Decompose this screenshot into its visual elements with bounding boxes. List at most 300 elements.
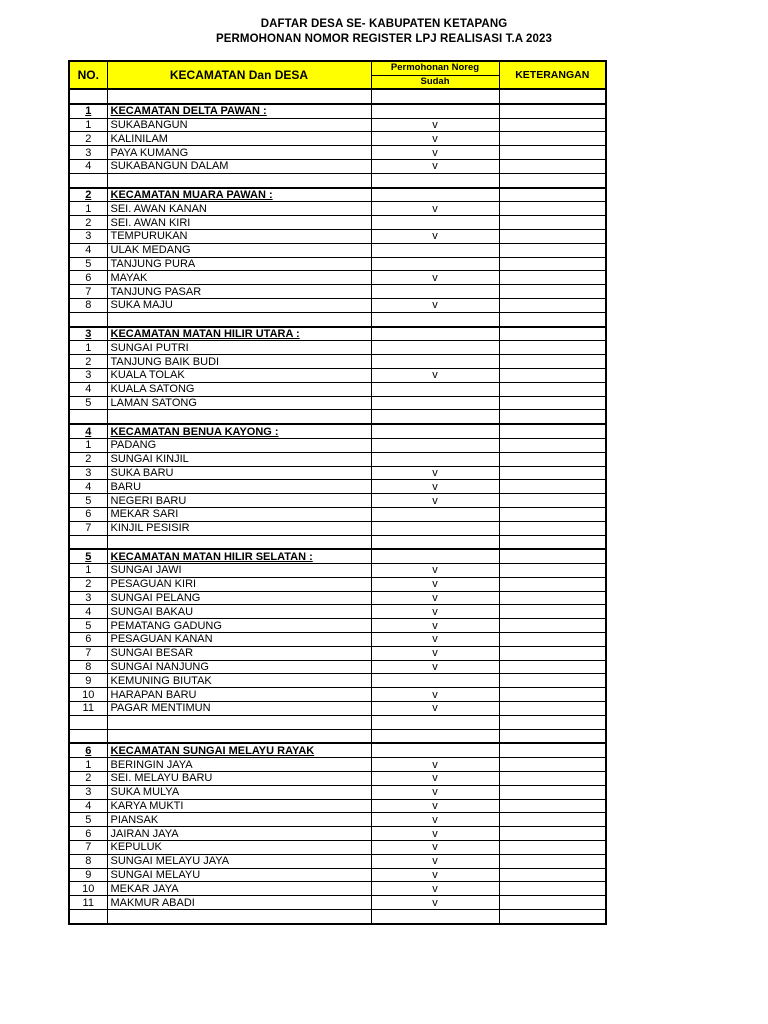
desa-name: SUNGAI BAKAU	[107, 605, 371, 619]
sudah-check-mark: v	[371, 605, 499, 619]
sudah-check-mark	[371, 243, 499, 257]
sudah-check-mark	[371, 452, 499, 466]
empty-cell	[499, 715, 606, 729]
sudah-check-mark: v	[371, 688, 499, 702]
desa-row	[69, 646, 606, 660]
desa-name: PEMATANG GADUNG	[107, 619, 371, 633]
desa-row	[69, 605, 606, 619]
sudah-check-mark: v	[371, 494, 499, 508]
sudah-check-mark: v	[371, 813, 499, 827]
desa-number: 2	[69, 577, 107, 591]
desa-name: ULAK MEDANG	[107, 243, 371, 257]
desa-number: 8	[69, 854, 107, 868]
desa-name: JAIRAN JAYA	[107, 827, 371, 841]
desa-number: 2	[69, 355, 107, 369]
keterangan-cell	[499, 438, 606, 452]
desa-name: TANJUNG PURA	[107, 257, 371, 271]
desa-number: 1	[69, 341, 107, 355]
desa-name: KALINILAM	[107, 132, 371, 146]
desa-number: 1	[69, 758, 107, 772]
desa-number: 1	[69, 202, 107, 216]
sudah-check-mark: v	[371, 591, 499, 605]
sudah-check-mark: v	[371, 202, 499, 216]
keterangan-cell	[499, 466, 606, 480]
sudah-check-mark	[371, 382, 499, 396]
keterangan-cell	[499, 396, 606, 410]
keterangan-cell	[499, 646, 606, 660]
keterangan-cell	[499, 382, 606, 396]
desa-number: 2	[69, 132, 107, 146]
desa-name: KUALA SATONG	[107, 382, 371, 396]
keterangan-cell	[499, 605, 606, 619]
desa-number: 2	[69, 452, 107, 466]
sudah-check-mark: v	[371, 271, 499, 285]
desa-name: KINJIL PESISIR	[107, 521, 371, 535]
keterangan-cell	[499, 104, 606, 118]
desa-number: 6	[69, 633, 107, 647]
desa-row	[69, 758, 606, 772]
kecamatan-name: KECAMATAN DELTA PAWAN :	[107, 104, 371, 118]
desa-number: 5	[69, 396, 107, 410]
desa-number: 2	[69, 772, 107, 786]
desa-row	[69, 257, 606, 271]
desa-name: SUKABANGUN	[107, 118, 371, 132]
desa-name: SUKA MAJU	[107, 298, 371, 312]
desa-number: 4	[69, 480, 107, 494]
desa-number: 3	[69, 146, 107, 160]
desa-number: 7	[69, 841, 107, 855]
desa-number: 3	[69, 466, 107, 480]
keterangan-cell	[499, 772, 606, 786]
desa-number: 7	[69, 646, 107, 660]
blank-row	[69, 910, 606, 924]
sudah-check-mark: v	[371, 868, 499, 882]
desa-number: 10	[69, 882, 107, 896]
sudah-check-mark	[371, 341, 499, 355]
keterangan-cell	[499, 785, 606, 799]
keterangan-cell	[499, 633, 606, 647]
empty-cell	[107, 715, 371, 729]
desa-name: MEKAR JAYA	[107, 882, 371, 896]
desa-row	[69, 355, 606, 369]
keterangan-cell	[499, 896, 606, 910]
empty-cell	[371, 729, 499, 743]
kecamatan-number: 5	[69, 549, 107, 563]
desa-number: 4	[69, 799, 107, 813]
desa-name: MAYAK	[107, 271, 371, 285]
desa-number: 11	[69, 702, 107, 716]
desa-name: PESAGUAN KIRI	[107, 577, 371, 591]
keterangan-cell	[499, 202, 606, 216]
keterangan-cell	[499, 549, 606, 563]
keterangan-cell	[499, 118, 606, 132]
sudah-check-mark	[371, 396, 499, 410]
desa-row	[69, 382, 606, 396]
empty-cell	[107, 535, 371, 549]
empty-cell	[107, 312, 371, 326]
keterangan-cell	[499, 674, 606, 688]
kecamatan-number: 6	[69, 743, 107, 757]
desa-row	[69, 216, 606, 230]
sudah-check-mark: v	[371, 758, 499, 772]
keterangan-cell	[499, 327, 606, 341]
sudah-check-mark	[371, 216, 499, 230]
desa-row	[69, 285, 606, 299]
village-table-container	[68, 60, 605, 925]
sudah-check-mark: v	[371, 298, 499, 312]
sudah-check-mark: v	[371, 646, 499, 660]
desa-number: 3	[69, 785, 107, 799]
empty-cell	[107, 410, 371, 424]
sudah-cell	[371, 327, 499, 341]
desa-row	[69, 341, 606, 355]
empty-cell	[107, 910, 371, 924]
desa-name: LAMAN SATONG	[107, 396, 371, 410]
sudah-check-mark: v	[371, 132, 499, 146]
desa-row	[69, 452, 606, 466]
keterangan-cell	[499, 159, 606, 173]
kecamatan-row	[69, 743, 606, 757]
desa-name: SUNGAI PELANG	[107, 591, 371, 605]
sudah-check-mark: v	[371, 619, 499, 633]
kecamatan-name: KECAMATAN SUNGAI MELAYU RAYAK	[107, 743, 371, 757]
sudah-cell	[371, 549, 499, 563]
table-body	[69, 89, 606, 924]
kecamatan-row	[69, 188, 606, 202]
desa-number: 11	[69, 896, 107, 910]
kecamatan-number: 2	[69, 188, 107, 202]
sudah-check-mark: v	[371, 841, 499, 855]
desa-name: KARYA MUKTI	[107, 799, 371, 813]
desa-number: 6	[69, 271, 107, 285]
kecamatan-name: KECAMATAN MATAN HILIR SELATAN :	[107, 549, 371, 563]
keterangan-cell	[499, 216, 606, 230]
desa-row	[69, 882, 606, 896]
desa-number: 5	[69, 619, 107, 633]
desa-name: PIANSAK	[107, 813, 371, 827]
keterangan-cell	[499, 868, 606, 882]
desa-name: SUNGAI KINJIL	[107, 452, 371, 466]
sudah-check-mark	[371, 521, 499, 535]
desa-name: NEGERI BARU	[107, 494, 371, 508]
desa-name: TEMPURUKAN	[107, 229, 371, 243]
desa-row	[69, 772, 606, 786]
empty-cell	[499, 410, 606, 424]
keterangan-cell	[499, 882, 606, 896]
sudah-check-mark: v	[371, 466, 499, 480]
village-table	[68, 60, 607, 925]
desa-name: KUALA TOLAK	[107, 368, 371, 382]
desa-row	[69, 577, 606, 591]
desa-number: 4	[69, 605, 107, 619]
desa-row	[69, 813, 606, 827]
kecamatan-row	[69, 549, 606, 563]
desa-row	[69, 799, 606, 813]
desa-row	[69, 827, 606, 841]
keterangan-cell	[499, 368, 606, 382]
document-subtitle: PERMOHONAN NOMOR REGISTER LPJ REALISASI T.A 2023	[215, 33, 552, 45]
keterangan-cell	[499, 271, 606, 285]
desa-name: SEI. AWAN KANAN	[107, 202, 371, 216]
empty-cell	[107, 729, 371, 743]
desa-row	[69, 785, 606, 799]
kecamatan-name: KECAMATAN MATAN HILIR UTARA :	[107, 327, 371, 341]
desa-name: SUKA MULYA	[107, 785, 371, 799]
keterangan-cell	[499, 480, 606, 494]
desa-row	[69, 298, 606, 312]
desa-name: SUNGAI MELAYU JAYA	[107, 854, 371, 868]
sudah-check-mark: v	[371, 785, 499, 799]
desa-row	[69, 132, 606, 146]
desa-number: 4	[69, 243, 107, 257]
sudah-check-mark: v	[371, 702, 499, 716]
header-sudah: Sudah	[371, 75, 499, 89]
desa-name: SUKABANGUN DALAM	[107, 159, 371, 173]
desa-row	[69, 619, 606, 633]
keterangan-cell	[499, 619, 606, 633]
blank-row	[69, 312, 606, 326]
keterangan-cell	[499, 854, 606, 868]
keterangan-cell	[499, 564, 606, 578]
keterangan-cell	[499, 827, 606, 841]
keterangan-cell	[499, 298, 606, 312]
desa-name: SUKA BARU	[107, 466, 371, 480]
sudah-check-mark: v	[371, 896, 499, 910]
empty-cell	[371, 715, 499, 729]
keterangan-cell	[499, 146, 606, 160]
desa-number: 5	[69, 257, 107, 271]
desa-name: SEI. MELAYU BARU	[107, 772, 371, 786]
desa-name: KEMUNING BIUTAK	[107, 674, 371, 688]
sudah-check-mark: v	[371, 368, 499, 382]
sudah-check-mark	[371, 285, 499, 299]
keterangan-cell	[499, 758, 606, 772]
desa-name: SUNGAI MELAYU	[107, 868, 371, 882]
keterangan-cell	[499, 743, 606, 757]
sudah-check-mark: v	[371, 660, 499, 674]
desa-row	[69, 521, 606, 535]
desa-name: SEI. AWAN KIRI	[107, 216, 371, 230]
keterangan-cell	[499, 424, 606, 438]
desa-name: PAYA KUMANG	[107, 146, 371, 160]
sudah-check-mark: v	[371, 772, 499, 786]
empty-cell	[371, 312, 499, 326]
desa-row	[69, 507, 606, 521]
sudah-check-mark	[371, 674, 499, 688]
sudah-check-mark: v	[371, 118, 499, 132]
keterangan-cell	[499, 285, 606, 299]
desa-number: 6	[69, 507, 107, 521]
desa-name: KEPULUK	[107, 841, 371, 855]
sudah-check-mark: v	[371, 564, 499, 578]
desa-name: HARAPAN BARU	[107, 688, 371, 702]
empty-cell	[499, 535, 606, 549]
kecamatan-number: 3	[69, 327, 107, 341]
keterangan-cell	[499, 577, 606, 591]
empty-cell	[499, 173, 606, 187]
sudah-check-mark	[371, 257, 499, 271]
sudah-check-mark	[371, 438, 499, 452]
desa-name: PESAGUAN KANAN	[107, 633, 371, 647]
sudah-cell	[371, 104, 499, 118]
keterangan-cell	[499, 813, 606, 827]
desa-number: 9	[69, 868, 107, 882]
keterangan-cell	[499, 257, 606, 271]
kecamatan-name: KECAMATAN BENUA KAYONG :	[107, 424, 371, 438]
keterangan-cell	[499, 452, 606, 466]
desa-name: SUNGAI NANJUNG	[107, 660, 371, 674]
empty-cell	[371, 910, 499, 924]
blank-row	[69, 715, 606, 729]
empty-cell	[371, 410, 499, 424]
empty-cell	[69, 173, 107, 187]
desa-name: TANJUNG PASAR	[107, 285, 371, 299]
desa-row	[69, 146, 606, 160]
empty-cell	[499, 729, 606, 743]
empty-cell	[69, 910, 107, 924]
sudah-check-mark: v	[371, 854, 499, 868]
desa-row	[69, 159, 606, 173]
sudah-check-mark: v	[371, 799, 499, 813]
keterangan-cell	[499, 229, 606, 243]
desa-row	[69, 896, 606, 910]
desa-number: 3	[69, 368, 107, 382]
keterangan-cell	[499, 507, 606, 521]
sudah-check-mark: v	[371, 827, 499, 841]
desa-row	[69, 202, 606, 216]
empty-cell	[499, 312, 606, 326]
desa-number: 5	[69, 494, 107, 508]
keterangan-cell	[499, 243, 606, 257]
keterangan-cell	[499, 188, 606, 202]
empty-cell	[499, 910, 606, 924]
blank-row	[69, 410, 606, 424]
header-keterangan: KETERANGAN	[499, 61, 606, 89]
empty-cell	[69, 729, 107, 743]
keterangan-cell	[499, 702, 606, 716]
kecamatan-number: 1	[69, 104, 107, 118]
keterangan-cell	[499, 132, 606, 146]
desa-row	[69, 243, 606, 257]
keterangan-cell	[499, 521, 606, 535]
desa-number: 8	[69, 298, 107, 312]
desa-number: 3	[69, 591, 107, 605]
keterangan-cell	[499, 660, 606, 674]
desa-name: SUNGAI PUTRI	[107, 341, 371, 355]
empty-cell	[371, 173, 499, 187]
sudah-check-mark: v	[371, 146, 499, 160]
desa-name: BARU	[107, 480, 371, 494]
empty-cell	[69, 715, 107, 729]
desa-number: 4	[69, 382, 107, 396]
sudah-check-mark: v	[371, 229, 499, 243]
header-kecamatan-desa: KECAMATAN Dan DESA	[107, 61, 371, 89]
desa-number: 7	[69, 521, 107, 535]
desa-row	[69, 494, 606, 508]
kecamatan-row	[69, 327, 606, 341]
desa-row	[69, 368, 606, 382]
desa-row	[69, 271, 606, 285]
desa-row	[69, 674, 606, 688]
desa-number: 8	[69, 660, 107, 674]
blank-row	[69, 89, 606, 104]
desa-name: MAKMUR ABADI	[107, 896, 371, 910]
blank-row	[69, 729, 606, 743]
desa-row	[69, 868, 606, 882]
desa-number: 9	[69, 674, 107, 688]
desa-name: PADANG	[107, 438, 371, 452]
kecamatan-row	[69, 424, 606, 438]
desa-row	[69, 229, 606, 243]
desa-number: 10	[69, 688, 107, 702]
desa-name: MEKAR SARI	[107, 507, 371, 521]
desa-name: SUNGAI BESAR	[107, 646, 371, 660]
desa-name: SUNGAI JAWI	[107, 564, 371, 578]
empty-cell	[107, 173, 371, 187]
blank-row	[69, 173, 606, 187]
sudah-cell	[371, 743, 499, 757]
desa-row	[69, 702, 606, 716]
empty-cell	[69, 410, 107, 424]
desa-number: 1	[69, 438, 107, 452]
desa-row	[69, 438, 606, 452]
desa-row	[69, 660, 606, 674]
keterangan-cell	[499, 494, 606, 508]
keterangan-cell	[499, 688, 606, 702]
sudah-cell	[371, 188, 499, 202]
blank-row	[69, 535, 606, 549]
keterangan-cell	[499, 341, 606, 355]
desa-row	[69, 841, 606, 855]
desa-number: 2	[69, 216, 107, 230]
desa-row	[69, 480, 606, 494]
sudah-check-mark	[371, 507, 499, 521]
sudah-check-mark: v	[371, 159, 499, 173]
desa-row	[69, 564, 606, 578]
sudah-check-mark: v	[371, 480, 499, 494]
desa-number: 5	[69, 813, 107, 827]
kecamatan-name: KECAMATAN MUARA PAWAN :	[107, 188, 371, 202]
keterangan-cell	[499, 841, 606, 855]
kecamatan-number: 4	[69, 424, 107, 438]
kecamatan-row	[69, 104, 606, 118]
empty-cell	[371, 535, 499, 549]
sudah-cell	[371, 424, 499, 438]
sudah-check-mark: v	[371, 633, 499, 647]
desa-row	[69, 688, 606, 702]
desa-name: PAGAR MENTIMUN	[107, 702, 371, 716]
desa-number: 1	[69, 118, 107, 132]
desa-row	[69, 591, 606, 605]
desa-number: 3	[69, 229, 107, 243]
desa-row	[69, 118, 606, 132]
header-no: NO.	[69, 61, 107, 89]
sudah-check-mark	[371, 355, 499, 369]
keterangan-cell	[499, 799, 606, 813]
desa-number: 4	[69, 159, 107, 173]
desa-row	[69, 633, 606, 647]
keterangan-cell	[499, 591, 606, 605]
sudah-check-mark: v	[371, 577, 499, 591]
desa-name: BERINGIN JAYA	[107, 758, 371, 772]
keterangan-cell	[499, 355, 606, 369]
desa-row	[69, 396, 606, 410]
empty-cell	[69, 535, 107, 549]
sudah-check-mark: v	[371, 882, 499, 896]
desa-number: 1	[69, 564, 107, 578]
desa-number: 7	[69, 285, 107, 299]
desa-number: 6	[69, 827, 107, 841]
